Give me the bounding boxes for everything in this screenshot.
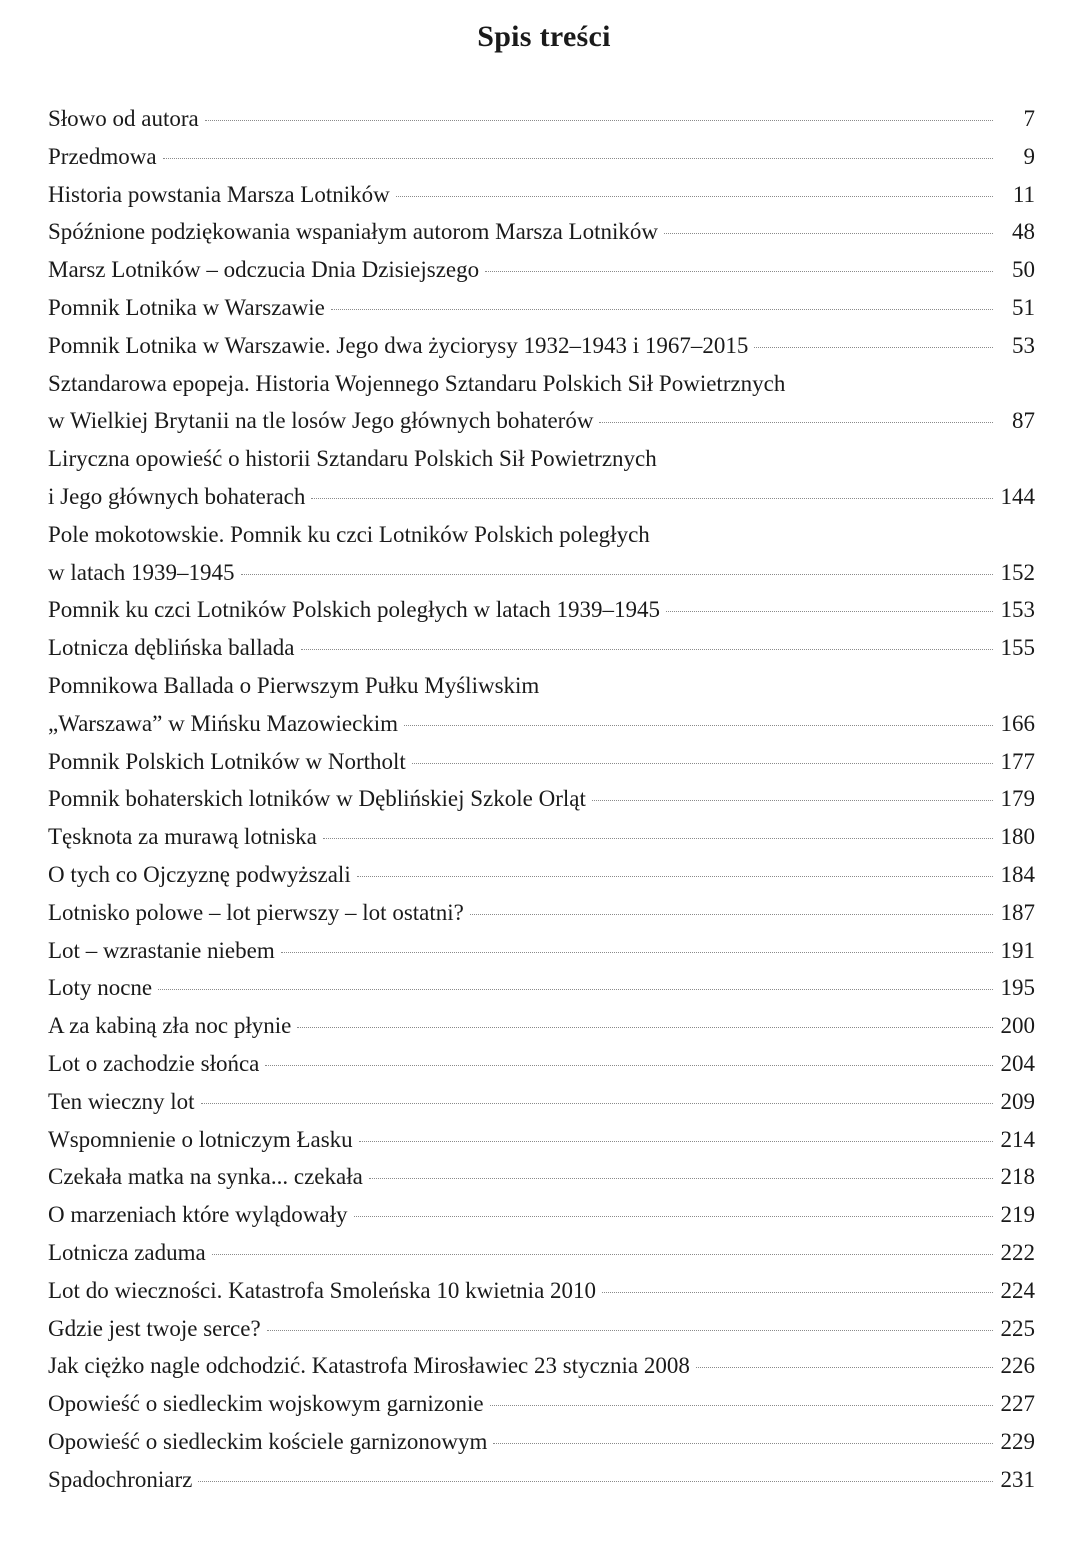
toc-entry-title: Słowo od autora: [48, 106, 199, 131]
toc-entry-title: Pomnik Lotnika w Warszawie. Jego dwa życiorysy 1932–1943 i 1967–2015: [48, 332, 749, 358]
toc-page-number: 204: [1000, 1050, 1035, 1076]
toc-page-number: 177: [1000, 748, 1035, 774]
toc-page-number: 227: [1000, 1391, 1035, 1417]
dot-leader: [198, 1481, 993, 1482]
toc-entry: [48, 1158, 1035, 1196]
dot-leader: [664, 233, 993, 234]
toc-page-number: 50: [1012, 257, 1035, 283]
toc-entry-title: Marsz Lotników – odczucia Dnia Dzisiejszego: [48, 257, 480, 283]
toc-page-number: 179: [1000, 786, 1035, 812]
dot-leader: [163, 158, 993, 159]
toc-entry-title: Wspomnienie o lotniczym Łasku: [48, 1126, 353, 1152]
toc-page-number: 11: [1012, 181, 1035, 207]
toc-entry: [48, 1007, 1035, 1045]
dot-leader: [485, 271, 993, 272]
toc-entry-title: Przedmowa: [48, 143, 157, 169]
toc-entry: [48, 932, 1035, 970]
toc-page-number: 7: [1023, 106, 1035, 131]
dot-leader: [201, 1103, 993, 1104]
toc-page-number: 222: [1000, 1239, 1035, 1265]
toc-entry: [48, 667, 1035, 743]
dot-leader: [592, 800, 993, 801]
toc-entry-title: Lot o zachodzie słońca: [48, 1050, 260, 1076]
toc-page-number: 191: [1000, 937, 1035, 963]
dot-leader: [493, 1443, 993, 1444]
toc-entry-title: Opowieść o siedleckim wojskowym garnizonie: [48, 1391, 484, 1417]
toc-entry: [48, 780, 1035, 818]
toc-entry: [48, 138, 1035, 176]
toc-page-number: 51: [1012, 294, 1035, 320]
toc-entry: [48, 251, 1035, 289]
toc-entry-title: Lotnisko polowe – lot pierwszy – lot ostatni?: [48, 899, 464, 925]
toc-page-number: 187: [1000, 899, 1035, 925]
toc-entry-title: Pomnik Polskich Lotników w Northolt: [48, 748, 406, 774]
toc-entry-title: Pomnik Lotnika w Warszawie: [48, 294, 325, 320]
toc-entry-title: Gdzie jest twoje serce?: [48, 1315, 261, 1341]
toc-entry: [48, 591, 1035, 629]
dot-leader: [754, 347, 993, 348]
toc-entry-title: Liryczna opowieść o historii Sztandaru Polskich Sił Powietrznych: [48, 446, 657, 472]
toc-entry-title: Sztandarowa epopeja. Historia Wojennego Sztandaru Polskich Sił Powietrznych: [48, 370, 786, 396]
toc-entry: [48, 894, 1035, 932]
toc-entry-title: Spadochroniarz: [48, 1466, 193, 1492]
toc-page-number: 155: [1000, 635, 1035, 661]
toc-entry: [48, 818, 1035, 856]
dot-leader: [696, 1367, 993, 1368]
toc-entry: [48, 1310, 1035, 1348]
toc-entry: [48, 1385, 1035, 1423]
toc-entry: [48, 1234, 1035, 1272]
toc-entry-title: Lotnicza zaduma: [48, 1239, 206, 1265]
dot-leader: [265, 1065, 993, 1066]
dot-leader: [412, 763, 993, 764]
toc-entry: [48, 327, 1035, 365]
toc-page-number: 226: [1000, 1353, 1035, 1379]
dot-leader: [490, 1405, 993, 1406]
toc-page-number: 214: [1000, 1126, 1035, 1152]
toc-page-number: 153: [1000, 597, 1035, 623]
toc-entry: [48, 1347, 1035, 1385]
toc-page-number: 195: [1000, 975, 1035, 1001]
toc-page-number: 166: [1000, 710, 1035, 736]
dot-leader: [359, 1141, 993, 1142]
dot-leader: [666, 611, 993, 612]
page-title: Spis treści: [477, 20, 611, 53]
dot-leader: [241, 574, 993, 575]
toc-entry: [48, 516, 1035, 592]
toc-entry-title: Jak ciężko nagle odchodzić. Katastrofa Mirosławiec 23 stycznia 2008: [48, 1353, 690, 1379]
toc-entry-title: Ten wieczny lot: [48, 1088, 195, 1114]
toc-entry: [48, 1423, 1035, 1461]
toc-page-number: 53: [1012, 332, 1035, 358]
toc-entry-title: Lot do wieczności. Katastrofa Smoleńska 10 kwietnia 2010: [48, 1277, 597, 1303]
toc-entry-title: Pomnik ku czci Lotników Polskich poległych w latach 1939–1945: [48, 597, 660, 623]
toc-page-number: 209: [1000, 1088, 1035, 1114]
dot-leader: [212, 1254, 993, 1255]
toc-entry-title: w Wielkiej Brytanii na tle losów Jego głównych bohaterów: [48, 408, 594, 434]
toc-entry: [48, 1196, 1035, 1234]
toc-entry-title: Tęsknota za murawą lotniska: [48, 824, 317, 850]
dot-leader: [602, 1292, 993, 1293]
toc-entry: [48, 856, 1035, 894]
toc-page-number: 184: [1000, 861, 1035, 887]
toc-entry-title: Lotnicza dęblińska ballada: [48, 635, 295, 661]
dot-leader: [369, 1178, 993, 1179]
toc-entry-title: Spóźnione podziękowania wspaniałym autorom Marsza Lotników: [48, 219, 658, 245]
dot-leader: [267, 1330, 993, 1331]
toc-entry-title: A za kabiną zła noc płynie: [48, 1013, 292, 1039]
toc-page-number: 225: [1000, 1315, 1035, 1341]
toc-page-number: 231: [1000, 1466, 1035, 1492]
toc-entry-title: Opowieść o siedleckim kościele garnizonowym: [48, 1428, 488, 1454]
toc-entry: [48, 969, 1035, 1007]
dot-leader: [281, 952, 993, 953]
dot-leader: [311, 498, 993, 499]
toc-page-number: 229: [1000, 1428, 1035, 1454]
toc-entry: [48, 1121, 1035, 1159]
toc-entry: [48, 743, 1035, 781]
toc-entry: [48, 1045, 1035, 1083]
toc-entry-title: Lot – wzrastanie niebem: [48, 937, 275, 963]
dot-leader: [158, 989, 993, 990]
toc-entry: [48, 176, 1035, 214]
toc-page-number: 224: [1000, 1277, 1035, 1303]
dot-leader: [297, 1027, 993, 1028]
toc-entry-title: Pomnikowa Ballada o Pierwszym Pułku Myśliwskim: [48, 672, 540, 698]
dot-leader: [599, 422, 993, 423]
toc-entry-title: Pole mokotowskie. Pomnik ku czci Lotników Polskich poległych: [48, 521, 650, 547]
dot-leader: [396, 196, 993, 197]
toc-page-number: 87: [1012, 408, 1035, 434]
toc-entry-title: Historia powstania Marsza Lotników: [48, 181, 390, 207]
toc-entry: [48, 629, 1035, 667]
toc-entry: [48, 365, 1035, 441]
dot-leader: [205, 120, 993, 121]
toc-page-number: 152: [1000, 559, 1035, 585]
toc-entry: [48, 1272, 1035, 1310]
dot-leader: [301, 649, 993, 650]
toc-entry-title: Pomnik bohaterskich lotników w Dęblińskiej Szkole Orląt: [48, 786, 586, 812]
toc-entry-title: Loty nocne: [48, 975, 153, 1001]
toc-page-number: 200: [1000, 1013, 1035, 1039]
toc-page-number: 218: [1000, 1164, 1035, 1190]
toc-entry-title: O marzeniach które wylądowały: [48, 1202, 348, 1228]
toc-entry-title: O tych co Ojczyznę podwyższali: [48, 861, 351, 887]
toc-entry: [48, 213, 1035, 251]
toc-entry-title: Czekała matka na synka... czekała: [48, 1164, 363, 1190]
toc-entry: [48, 1083, 1035, 1121]
dot-leader: [404, 725, 993, 726]
toc-entry-title: w latach 1939–1945: [48, 559, 235, 585]
toc-page-number: 144: [1000, 483, 1035, 509]
toc-page-number: 180: [1000, 824, 1035, 850]
dot-leader: [354, 1216, 993, 1217]
dot-leader: [470, 914, 993, 915]
toc-entry: [48, 440, 1035, 516]
toc-page-number: 9: [1023, 143, 1035, 169]
dot-leader: [331, 309, 993, 310]
dot-leader: [357, 876, 993, 877]
toc-page-number: 48: [1012, 219, 1035, 245]
toc-entry: [48, 1461, 1035, 1499]
toc-entry: [48, 289, 1035, 327]
toc-entry-title: i Jego głównych bohaterach: [48, 483, 306, 509]
toc-entry-title: „Warszawa” w Mińsku Mazowieckim: [48, 710, 399, 736]
toc-page-number: 219: [1000, 1202, 1035, 1228]
dot-leader: [323, 838, 993, 839]
table-of-contents: [48, 100, 1035, 1498]
toc-entry: [48, 100, 1035, 138]
